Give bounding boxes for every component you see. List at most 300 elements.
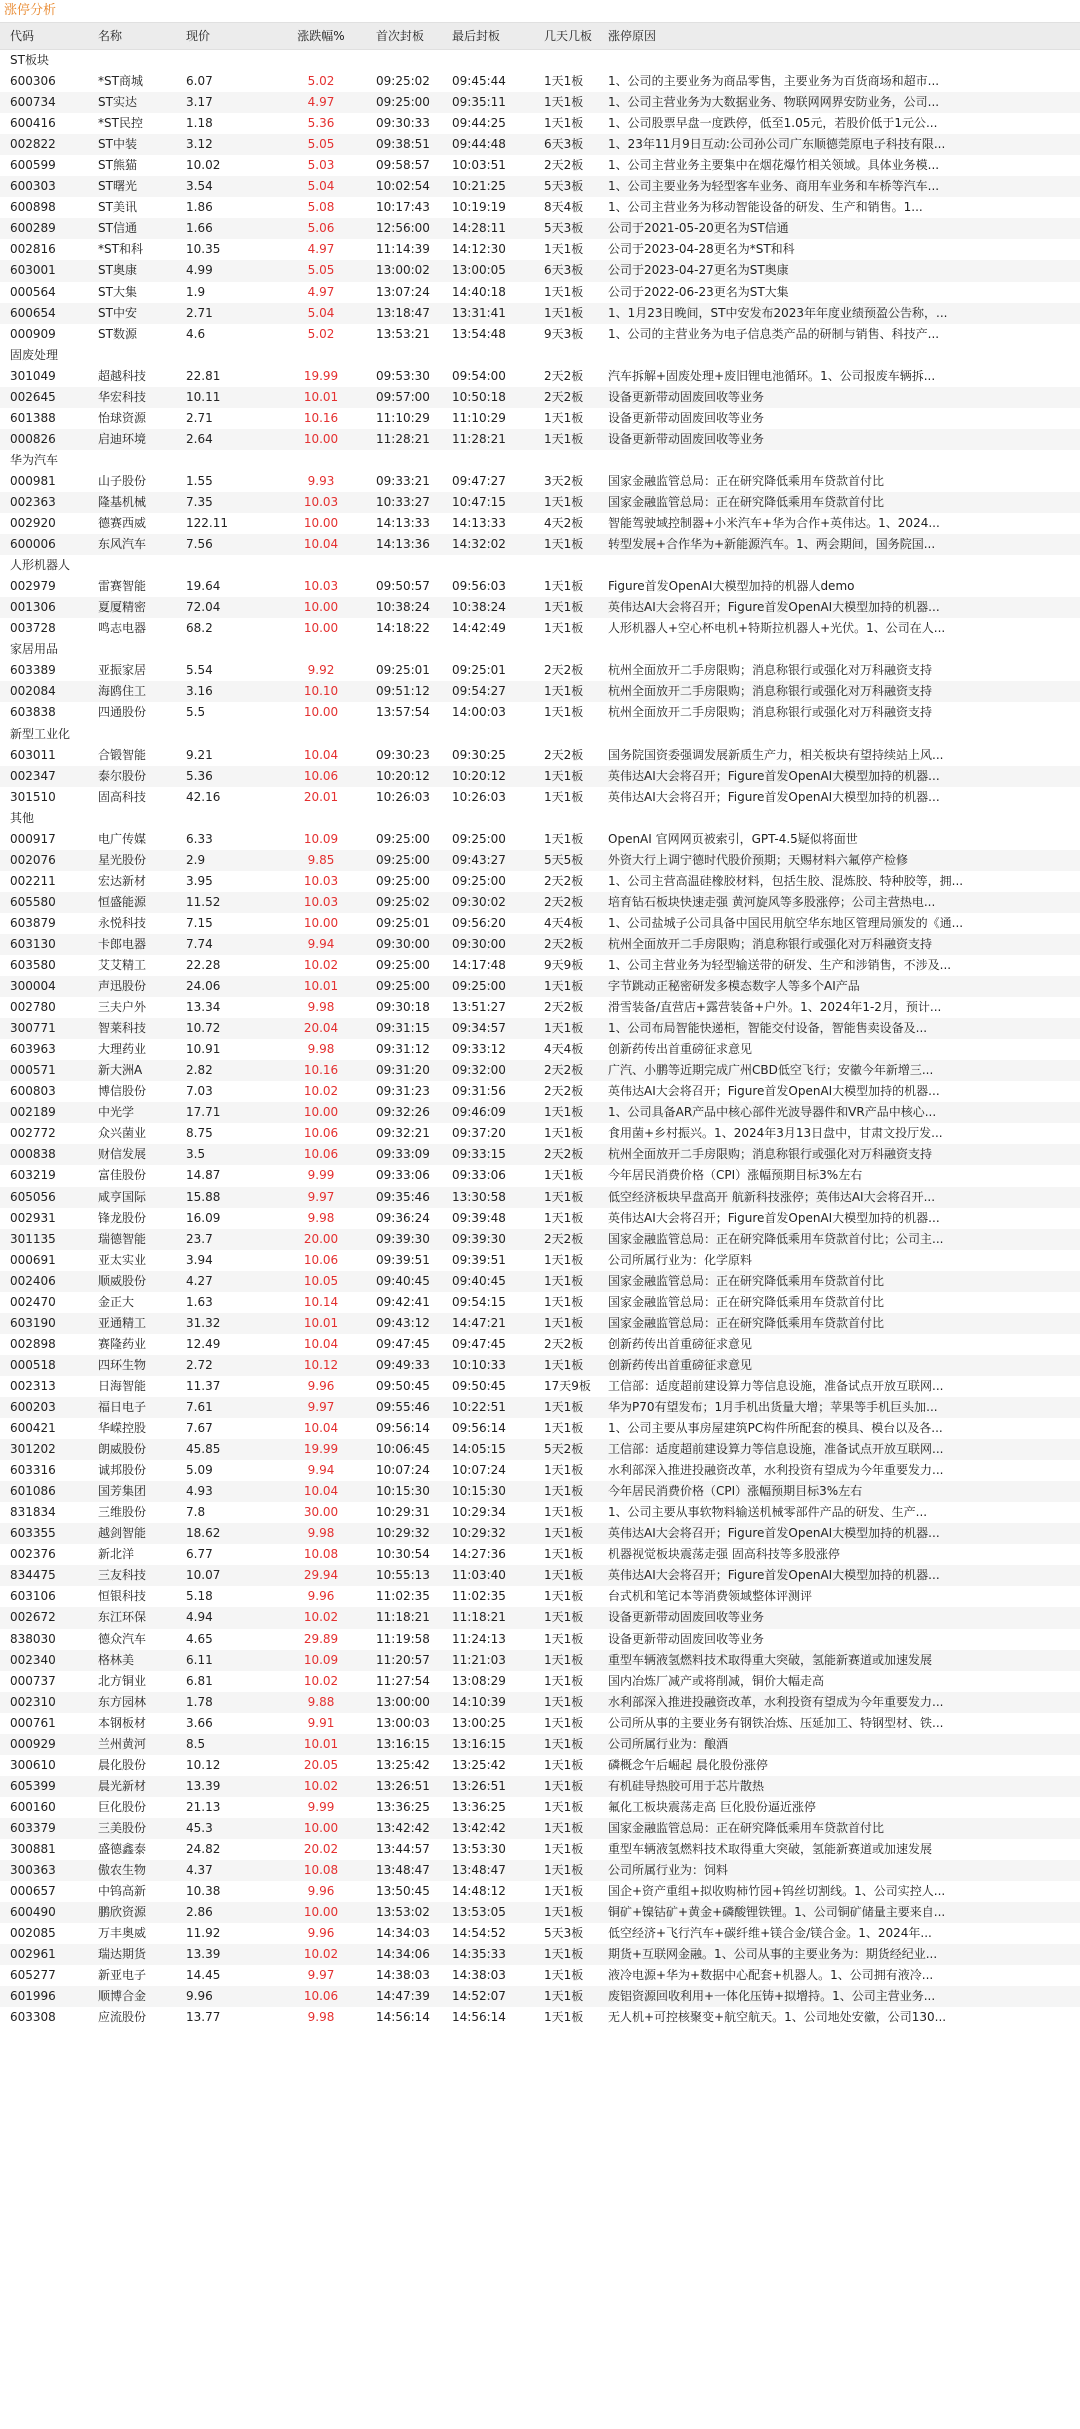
- last-seal-time: 09:39:48: [452, 1210, 506, 1225]
- table-row[interactable]: [0, 787, 1080, 808]
- last-seal-time: 13:42:42: [452, 1820, 506, 1835]
- current-price: 2.71: [186, 305, 213, 320]
- change-pct: 10.00: [303, 915, 339, 930]
- current-price: 3.94: [186, 1252, 213, 1267]
- col-first-seal-header[interactable]: 首次封板: [376, 29, 425, 43]
- first-seal-time: 09:33:06: [376, 1168, 430, 1183]
- last-seal-time: 11:28:21: [452, 431, 506, 446]
- stock-name: 智莱科技: [98, 1021, 147, 1036]
- stock-code: 301510: [10, 789, 56, 804]
- last-seal-time: 13:16:15: [452, 1736, 506, 1751]
- table-row[interactable]: [0, 850, 1080, 871]
- last-seal-time: 10:47:15: [452, 494, 506, 509]
- table-row[interactable]: [0, 1776, 1080, 1797]
- first-seal-time: 09:31:12: [376, 1042, 430, 1057]
- change-pct: 10.16: [303, 1063, 339, 1078]
- table-row[interactable]: [0, 1818, 1080, 1839]
- change-pct: 9.98: [307, 1000, 335, 1015]
- current-price: 7.56: [186, 537, 213, 552]
- first-seal-time: 09:33:09: [376, 1147, 430, 1162]
- change-pct: 5.04: [307, 179, 335, 194]
- first-seal-time: 09:25:02: [376, 74, 430, 89]
- stock-name: 恒银科技: [98, 1589, 147, 1604]
- table-row[interactable]: [0, 1986, 1080, 2007]
- stock-name: 怡球资源: [98, 410, 147, 425]
- table-row[interactable]: [0, 260, 1080, 281]
- current-price: 13.34: [186, 1000, 221, 1015]
- change-pct: 20.05: [303, 1757, 339, 1772]
- stock-name: 巨化股份: [98, 1799, 147, 1814]
- first-seal-time: 09:30:00: [376, 936, 430, 951]
- last-seal-time: 09:33:12: [452, 1042, 506, 1057]
- stock-code: 000571: [10, 1063, 56, 1078]
- board-count: 1天1板: [544, 1168, 584, 1183]
- limit-up-reason: 滑雪装备/直营店+露营装备+户外。1、2024年1-2月，预计...: [608, 1000, 942, 1015]
- stock-code: 002076: [10, 852, 56, 867]
- table-row[interactable]: [0, 1565, 1080, 1586]
- board-count: 1天1板: [544, 431, 584, 446]
- col-name-header[interactable]: 名称: [98, 29, 123, 43]
- stock-name: 德赛西威: [98, 516, 147, 531]
- board-count: 1天1板: [544, 1294, 584, 1309]
- limit-up-reason: 1、公司主营业务为移动智能设备的研发、生产和销售。1...: [608, 200, 923, 215]
- change-pct: 10.03: [303, 873, 339, 888]
- current-price: 4.37: [186, 1863, 213, 1878]
- last-seal-time: 10:03:51: [452, 158, 506, 173]
- stock-name: 东方园林: [98, 1694, 147, 1709]
- stock-code: 002816: [10, 242, 56, 257]
- stock-code: 603963: [10, 1042, 56, 1057]
- table-row[interactable]: [0, 955, 1080, 976]
- table-row[interactable]: [0, 1544, 1080, 1565]
- board-count: 2天2板: [544, 873, 584, 888]
- table-row[interactable]: [0, 1607, 1080, 1628]
- last-seal-time: 10:50:18: [452, 389, 506, 404]
- table-row[interactable]: [0, 92, 1080, 113]
- current-price: 2.72: [186, 1357, 213, 1372]
- current-price: 14.87: [186, 1168, 221, 1183]
- stock-name: 兰州黄河: [98, 1736, 147, 1751]
- last-seal-time: 10:29:32: [452, 1526, 506, 1541]
- stock-name: *ST商城: [98, 74, 143, 89]
- limit-up-reason: 国家金融监管总局：正在研究降低乘用车贷款首付比: [608, 1294, 885, 1309]
- first-seal-time: 09:47:45: [376, 1336, 430, 1351]
- board-count: 2天2板: [544, 368, 584, 383]
- table-row[interactable]: [0, 303, 1080, 324]
- change-pct: 10.03: [303, 894, 339, 909]
- table-row[interactable]: [0, 1397, 1080, 1418]
- change-pct: 5.02: [307, 74, 335, 89]
- last-seal-time: 13:00:25: [452, 1715, 506, 1730]
- table-row[interactable]: [0, 1502, 1080, 1523]
- table-row[interactable]: [0, 282, 1080, 303]
- current-price: 6.81: [186, 1673, 213, 1688]
- change-pct: 9.97: [307, 1400, 335, 1414]
- table-row[interactable]: [0, 429, 1080, 450]
- board-count: 5天5板: [544, 852, 584, 867]
- table-row[interactable]: [0, 1902, 1080, 1923]
- current-price: 19.64: [186, 579, 221, 594]
- stock-code: 838030: [10, 1631, 56, 1646]
- first-seal-time: 09:25:00: [376, 831, 430, 846]
- change-pct: 5.05: [307, 263, 335, 278]
- table-row[interactable]: [0, 1460, 1080, 1481]
- table-row[interactable]: [0, 1102, 1080, 1123]
- first-seal-time: 13:57:54: [376, 705, 430, 720]
- table-row[interactable]: [0, 1355, 1080, 1376]
- change-pct: 9.97: [307, 1968, 335, 1983]
- change-pct: 5.08: [307, 200, 335, 215]
- first-seal-time: 10:55:13: [376, 1568, 430, 1583]
- table-row[interactable]: [0, 1187, 1080, 1208]
- last-seal-time: 09:43:27: [452, 852, 506, 867]
- limit-up-reason: 公司于2023-04-27更名为ST奥康: [608, 263, 789, 278]
- stock-code: 600654: [10, 305, 56, 320]
- last-seal-time: 14:10:39: [452, 1694, 506, 1709]
- limit-up-reason: 创新药传出首重磅征求意见: [608, 1357, 753, 1372]
- table-row[interactable]: [0, 597, 1080, 618]
- table-row[interactable]: [0, 1334, 1080, 1355]
- current-price: 13.77: [186, 2010, 221, 2025]
- stock-code: 000826: [10, 431, 56, 446]
- stock-name: 电广传媒: [98, 831, 147, 846]
- last-seal-time: 14:32:02: [452, 537, 506, 552]
- stock-code: 603580: [10, 958, 56, 973]
- current-price: 22.28: [186, 958, 221, 973]
- change-pct: 9.98: [307, 1042, 335, 1057]
- stock-code: 603308: [10, 2010, 56, 2025]
- board-count: 1天1板: [544, 1905, 584, 1920]
- first-seal-time: 09:25:00: [376, 958, 430, 973]
- stock-code: 600303: [10, 179, 56, 194]
- limit-up-reason: 英伟达AI大会将召开；Figure首发OpenAI大模型加持的机器...: [608, 1084, 940, 1099]
- table-row[interactable]: [0, 1376, 1080, 1397]
- board-count: 5天3板: [544, 221, 584, 236]
- stock-code: 002084: [10, 684, 56, 699]
- table-row[interactable]: [0, 1650, 1080, 1671]
- current-price: 7.61: [186, 1400, 213, 1414]
- stock-name: 超越科技: [98, 368, 147, 383]
- last-seal-time: 09:32:00: [452, 1063, 506, 1078]
- board-count: 1天1板: [544, 684, 584, 699]
- table-row[interactable]: [0, 1692, 1080, 1713]
- board-count: 4天2板: [544, 516, 584, 531]
- col-days-header[interactable]: 几天几板: [544, 29, 593, 43]
- current-price: 1.63: [186, 1294, 213, 1309]
- stock-code: 002340: [10, 1652, 56, 1667]
- last-seal-time: 09:44:48: [452, 137, 506, 152]
- stock-code: 300881: [10, 1841, 56, 1856]
- col-pct-header[interactable]: 涨跌幅%: [297, 29, 345, 43]
- board-count: 2天2板: [544, 1231, 584, 1246]
- table-row[interactable]: [0, 1165, 1080, 1186]
- last-seal-time: 09:30:02: [452, 894, 506, 909]
- stock-name: 艾艾精工: [98, 958, 147, 973]
- change-pct: 10.09: [303, 831, 339, 846]
- table-row[interactable]: [0, 1839, 1080, 1860]
- table-row[interactable]: [0, 1923, 1080, 1944]
- first-seal-time: 09:25:02: [376, 894, 430, 909]
- board-count: 1天1板: [544, 1421, 584, 1436]
- last-seal-time: 09:39:51: [452, 1252, 506, 1267]
- current-price: 17.71: [186, 1105, 221, 1120]
- table-row[interactable]: [0, 1271, 1080, 1292]
- group-header: 其他: [0, 808, 1080, 829]
- limit-up-reason: 设备更新带动固废回收等业务: [608, 389, 765, 404]
- table-row[interactable]: [0, 1250, 1080, 1271]
- table-row[interactable]: [0, 913, 1080, 934]
- table-row[interactable]: [0, 134, 1080, 155]
- change-pct: 10.00: [303, 1820, 339, 1835]
- stock-name: 本钢板材: [98, 1715, 147, 1730]
- board-count: 1天1板: [544, 1820, 584, 1835]
- table-row[interactable]: [0, 471, 1080, 492]
- table-row[interactable]: [0, 660, 1080, 681]
- stock-name: 中钨高新: [98, 1884, 147, 1899]
- change-pct: 10.16: [303, 410, 339, 425]
- table-row[interactable]: [0, 702, 1080, 723]
- change-pct: 4.97: [307, 95, 335, 110]
- table-row[interactable]: [0, 1797, 1080, 1818]
- table-row[interactable]: [0, 239, 1080, 260]
- table-row[interactable]: [0, 1671, 1080, 1692]
- board-count: 1天1板: [544, 621, 584, 636]
- table-row[interactable]: [0, 492, 1080, 513]
- table-row[interactable]: [0, 218, 1080, 239]
- current-price: 10.02: [186, 158, 221, 173]
- board-count: 1天1板: [544, 1526, 584, 1541]
- first-seal-time: 09:43:12: [376, 1315, 430, 1330]
- table-row[interactable]: [0, 387, 1080, 408]
- limit-up-reason: 今年居民消费价格（CPI）涨幅预期目标3%左右: [608, 1168, 863, 1183]
- limit-up-reason: 铜矿+镍钴矿+黄金+磷酸锂铁锂。1、公司铜矿储量主要来自...: [608, 1905, 946, 1920]
- table-row[interactable]: [0, 71, 1080, 92]
- change-pct: 10.12: [303, 1357, 339, 1372]
- table-row[interactable]: [0, 1123, 1080, 1144]
- board-count: 1天1板: [544, 1357, 584, 1372]
- board-count: 1天1板: [544, 284, 584, 299]
- stock-name: 格林美: [98, 1652, 135, 1667]
- change-pct: 10.06: [303, 1989, 339, 2004]
- change-pct: 10.10: [303, 684, 339, 699]
- table-row[interactable]: [0, 1481, 1080, 1502]
- board-count: 4天4板: [544, 915, 584, 930]
- first-seal-time: 09:31:20: [376, 1063, 430, 1078]
- last-seal-time: 10:20:12: [452, 768, 506, 783]
- table-row[interactable]: [0, 1439, 1080, 1460]
- table-row[interactable]: [0, 1081, 1080, 1102]
- table-row[interactable]: [0, 934, 1080, 955]
- stock-name: 星光股份: [98, 852, 147, 867]
- table-row[interactable]: [0, 1313, 1080, 1334]
- first-seal-time: 13:00:03: [376, 1715, 430, 1730]
- limit-up-reason: 英伟达AI大会将召开；Figure首发OpenAI大模型加持的机器...: [608, 789, 940, 804]
- change-pct: 20.02: [303, 1841, 339, 1856]
- current-price: 9.21: [186, 747, 213, 762]
- col-last-seal-header[interactable]: 最后封板: [452, 29, 501, 43]
- current-price: 4.6: [186, 326, 206, 341]
- stock-code: 002772: [10, 1126, 56, 1141]
- current-price: 10.91: [186, 1042, 221, 1057]
- change-pct: 5.02: [307, 326, 335, 341]
- board-count: 17天9板: [544, 1378, 591, 1393]
- first-seal-time: 09:25:01: [376, 915, 430, 930]
- change-pct: 10.09: [303, 1652, 339, 1667]
- change-pct: 10.06: [303, 1252, 339, 1267]
- table-row[interactable]: [0, 1713, 1080, 1734]
- current-price: 5.5: [186, 705, 206, 720]
- table-row[interactable]: [0, 745, 1080, 766]
- change-pct: 10.04: [303, 537, 339, 552]
- table-row[interactable]: [0, 1860, 1080, 1881]
- current-price: 11.52: [186, 894, 221, 909]
- last-seal-time: 09:54:00: [452, 368, 506, 383]
- change-pct: 9.99: [307, 1168, 335, 1183]
- table-row[interactable]: [0, 1208, 1080, 1229]
- current-price: 10.35: [186, 242, 221, 257]
- board-count: 2天2板: [544, 936, 584, 951]
- board-count: 2天2板: [544, 1147, 584, 1162]
- table-row[interactable]: [0, 1292, 1080, 1313]
- first-seal-time: 11:20:57: [376, 1652, 430, 1667]
- table-row[interactable]: [0, 155, 1080, 176]
- stock-name: 新北洋: [98, 1547, 135, 1562]
- table-row[interactable]: [0, 1018, 1080, 1039]
- stock-name: 顺威股份: [98, 1273, 147, 1288]
- table-row[interactable]: [0, 1144, 1080, 1165]
- table-row[interactable]: [0, 1586, 1080, 1607]
- stock-code: 002310: [10, 1694, 56, 1709]
- limit-up-reason: 国内冶炼厂减产或将削减，铜价大幅走高: [608, 1673, 825, 1688]
- table-row[interactable]: [0, 576, 1080, 597]
- first-seal-time: 09:58:57: [376, 158, 430, 173]
- table-row[interactable]: [0, 1944, 1080, 1965]
- table-row[interactable]: [0, 1523, 1080, 1544]
- first-seal-time: 09:30:23: [376, 747, 430, 762]
- last-seal-time: 13:36:25: [452, 1799, 506, 1814]
- change-pct: 5.06: [307, 221, 335, 236]
- col-reason-header[interactable]: 涨停原因: [608, 29, 657, 43]
- table-row[interactable]: [0, 1881, 1080, 1902]
- change-pct: 20.00: [303, 1231, 339, 1246]
- stock-name: 宏达新材: [98, 873, 147, 888]
- stock-code: 003728: [10, 621, 56, 636]
- last-seal-time: 10:26:03: [452, 789, 506, 804]
- board-count: 1天1板: [544, 1021, 584, 1036]
- table-row[interactable]: [0, 197, 1080, 218]
- change-pct: 4.97: [307, 242, 335, 257]
- stock-code: 002931: [10, 1210, 56, 1225]
- limit-up-reason: 汽车拆解+固废处理+废旧锂电池循环。1、公司报废车辆拆...: [608, 368, 936, 383]
- stock-name: 三美股份: [98, 1820, 147, 1835]
- stock-code: 000909: [10, 326, 56, 341]
- limit-up-reason: 重型车辆液氢燃料技术取得重大突破，氢能新赛道或加速发展: [608, 1652, 933, 1667]
- table-row[interactable]: [0, 1629, 1080, 1650]
- change-pct: 10.00: [303, 1905, 339, 1920]
- table-row[interactable]: [0, 829, 1080, 850]
- current-price: 3.54: [186, 179, 213, 194]
- stock-name: 东江环保: [98, 1610, 147, 1625]
- table-row[interactable]: [0, 534, 1080, 555]
- current-price: 6.77: [186, 1547, 213, 1562]
- board-count: 2天2板: [544, 389, 584, 404]
- change-pct: 29.89: [303, 1631, 339, 1646]
- current-price: 3.66: [186, 1715, 213, 1730]
- first-seal-time: 09:40:45: [376, 1273, 430, 1288]
- last-seal-time: 09:33:06: [452, 1168, 506, 1183]
- table-row[interactable]: [0, 681, 1080, 702]
- table-row[interactable]: [0, 408, 1080, 429]
- table-row[interactable]: [0, 1060, 1080, 1081]
- change-pct: 9.92: [307, 663, 335, 678]
- stock-name: 众兴菌业: [98, 1126, 147, 1141]
- table-row[interactable]: [0, 1418, 1080, 1439]
- table-row[interactable]: [0, 766, 1080, 787]
- stock-code: 002189: [10, 1105, 56, 1120]
- current-price: 3.12: [186, 137, 213, 152]
- table-row[interactable]: [0, 871, 1080, 892]
- last-seal-time: 09:25:00: [452, 979, 506, 994]
- table-row[interactable]: [0, 892, 1080, 913]
- stock-name: ST曙光: [98, 179, 137, 194]
- board-count: 1天1板: [544, 1547, 584, 1562]
- last-seal-time: 09:47:45: [452, 1336, 506, 1351]
- current-price: 7.15: [186, 915, 213, 930]
- table-row[interactable]: [0, 176, 1080, 197]
- stock-name: 朗威股份: [98, 1442, 147, 1457]
- table-row[interactable]: [0, 1229, 1080, 1250]
- table-row[interactable]: [0, 976, 1080, 997]
- table-row[interactable]: [0, 2007, 1080, 2028]
- stock-code: 600416: [10, 116, 56, 131]
- stock-code: 002376: [10, 1547, 56, 1562]
- current-price: 6.33: [186, 831, 213, 846]
- last-seal-time: 09:25:00: [452, 831, 506, 846]
- stock-name: 德众汽车: [98, 1631, 147, 1646]
- board-count: 1天1板: [544, 1778, 584, 1793]
- stock-code: 603379: [10, 1820, 56, 1835]
- stock-name: 顺博合金: [98, 1989, 147, 2004]
- col-code-header[interactable]: 代码: [10, 29, 35, 43]
- stock-code: 301049: [10, 368, 56, 383]
- table-row[interactable]: [0, 618, 1080, 639]
- table-row[interactable]: [0, 113, 1080, 134]
- current-price: 13.39: [186, 1947, 221, 1962]
- last-seal-time: 09:40:45: [452, 1273, 506, 1288]
- limit-up-reason: 杭州全面放开二手房限购；消息称银行或强化对万科融资支持: [608, 705, 933, 720]
- table-row[interactable]: [0, 366, 1080, 387]
- table-row[interactable]: [0, 997, 1080, 1018]
- stock-code: 603011: [10, 747, 56, 762]
- first-seal-time: 11:02:35: [376, 1589, 430, 1604]
- change-pct: 5.05: [307, 137, 335, 152]
- last-seal-time: 13:31:41: [452, 305, 506, 320]
- stock-name: 亚太实业: [98, 1252, 147, 1267]
- stock-name: 傲农生物: [98, 1863, 147, 1878]
- table-row[interactable]: [0, 324, 1080, 345]
- limit-up-reason: 设备更新带动固废回收等业务: [608, 410, 765, 425]
- table-row[interactable]: [0, 513, 1080, 534]
- col-price-header[interactable]: 现价: [186, 29, 211, 43]
- table-row[interactable]: [0, 1965, 1080, 1986]
- board-count: 1天1板: [544, 1989, 584, 2004]
- limit-up-reason: 公司所从事的主要业务有钢铁冶炼、压延加工、特钢型材、铁...: [608, 1715, 944, 1730]
- last-seal-time: 13:53:30: [452, 1841, 506, 1856]
- first-seal-time: 09:50:45: [376, 1378, 430, 1393]
- table-row[interactable]: [0, 1039, 1080, 1060]
- table-row[interactable]: [0, 1734, 1080, 1755]
- table-row[interactable]: [0, 1755, 1080, 1776]
